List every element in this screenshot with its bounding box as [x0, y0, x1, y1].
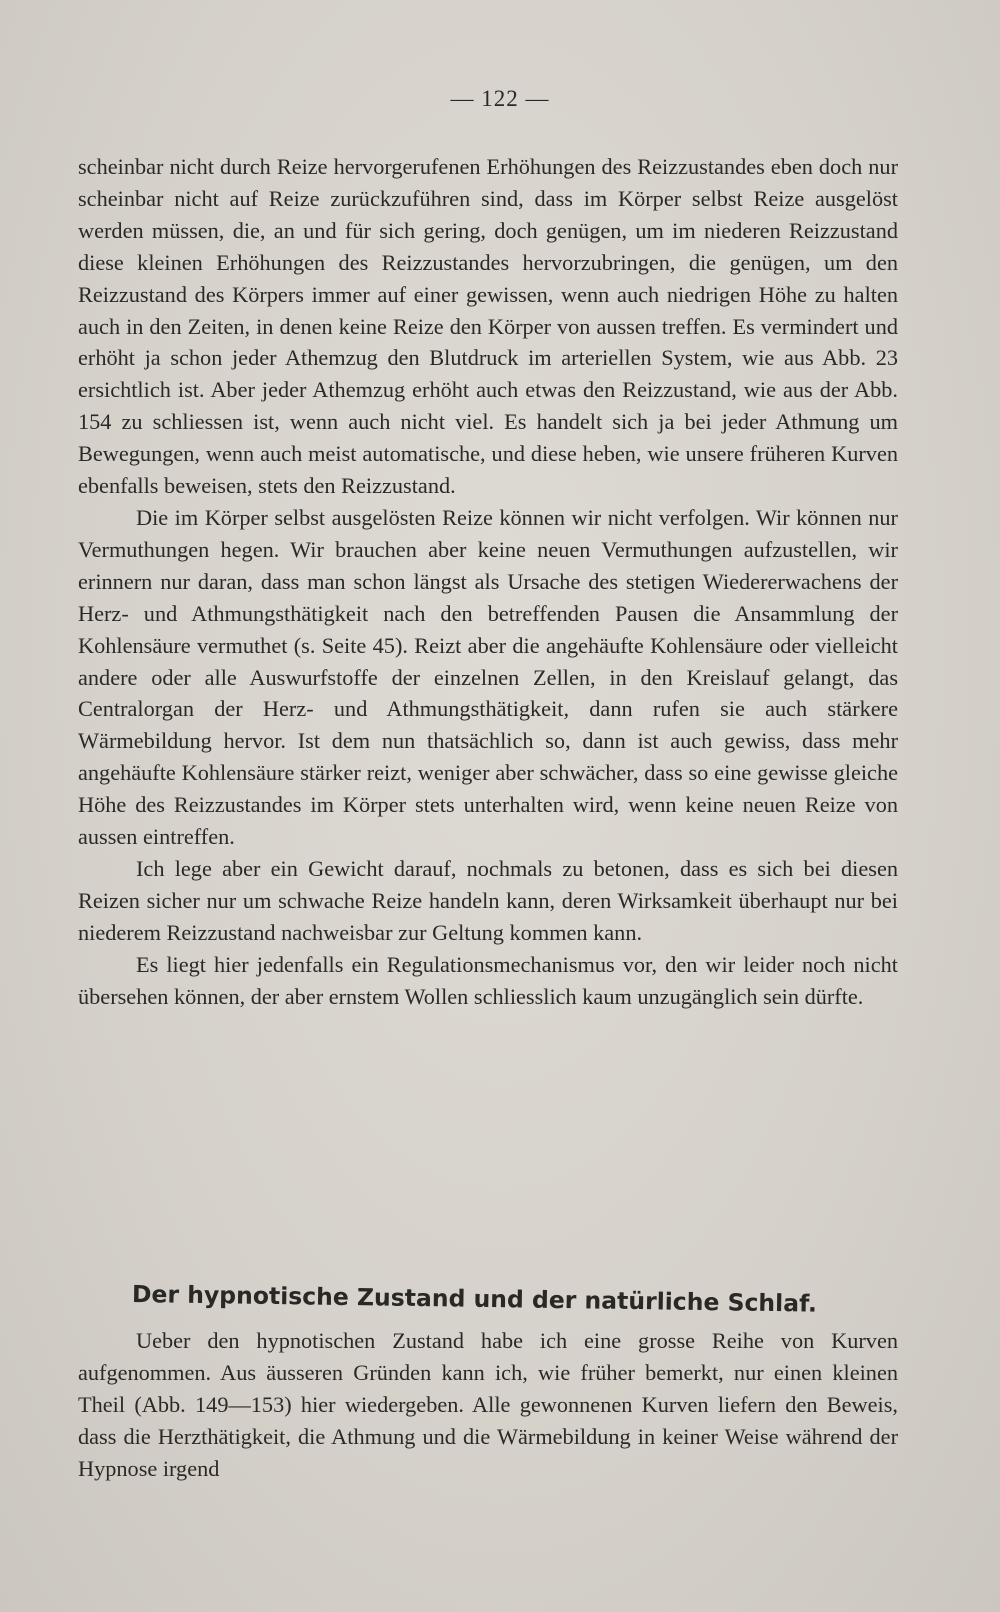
paragraph: Ueber den hypnotischen Zustand habe ich eine grosse Reihe von Kurven aufgenommen. Aus äusseren Gründen kann ich, wie früher bemerkt, nur einen kleinen Theil (Abb. 149—153) hier wiedergeben. Alle gewonnenen Kurven liefern den Beweis, dass die Herzthätigkeit, die Athmung und die Wärmebildung in keiner Weise während der Hypnose irgend	[78, 1328, 898, 1481]
section-body-text	[78, 1325, 898, 1485]
page-number: — 122 —	[450, 86, 550, 111]
section-heading: Der hypnotische Zustand und der natürliche Schlaf.	[131, 1280, 818, 1318]
body-text	[78, 151, 898, 1012]
paragraph: Die im Körper selbst ausgelösten Reize können wir nicht verfolgen. Wir können nur Vermuthungen hegen. Wir brauchen aber keine neuen Vermuthungen aufzustellen, wir erinnern nur daran, dass man schon längst als Ursache des stetigen Wiedererwachens der Herz- und Athmungsthätigkeit nach den betreffenden Pausen die Ansammlung der Kohlensäure vermuthet (s. Seite 45). Reizt aber die angehäufte Kohlensäure oder vielleicht andere oder alle Auswurfstoffe der einzelnen Zellen, in den Kreislauf gelangt, das Centralorgan der Herz- und Athmungsthätigkeit, dann rufen sie auch stärkere Wärmebildung hervor. Ist dem nun thatsächlich so, dann ist auch gewiss, dass mehr angehäufte Kohlensäure stärker reizt, weniger aber schwächer, dass so eine gewisse gleiche Höhe des Reizzustandes im Körper stets unterhalten wird, wenn keine neuen Reize von aussen eintreffen.	[78, 504, 898, 850]
paragraph-continuation: scheinbar nicht durch Reize hervorgerufenen Erhöhungen des Reizzustandes eben doch nur scheinbar nicht auf Reize zurückzuführen sind, dass im Körper selbst Reize ausgelöst werden müssen, die, an und für sich gering, doch genügen, um im niederen Reizzustand diese kleinen Erhöhungen des Reizzustandes hervorzubringen, die genügen, um den Reizzustand des Körpers immer auf einer gewissen, wenn auch niedrigen Höhe zu halten auch in den Zeiten, in denen keine Reize den Körper von aussen treffen. Es vermindert und erhöht ja schon jeder Athemzug den Blutdruck im arteriellen System, wie aus Abb. 23 ersichtlich ist. Aber jeder Athemzug erhöht auch etwas den Reizzustand, wie aus der Abb. 154 zu schliessen ist, wenn auch nicht viel. Es handelt sich ja bei jeder Athmung um Bewegungen, wenn auch meist automatische, und diese heben, wie unsere früheren Kurven ebenfalls beweisen, stets den Reizzustand.	[78, 154, 898, 499]
paragraph: Es liegt hier jedenfalls ein Regulationsmechanismus vor, den wir leider noch nicht übersehen können, der aber ernstem Wollen schliesslich kaum unzugänglich sein dürfte.	[78, 951, 898, 1009]
paragraph: Ich lege aber ein Gewicht darauf, nochmals zu betonen, dass es sich bei diesen Reizen sicher nur um schwache Reize handeln kann, deren Wirksamkeit überhaupt nur bei niederem Reizzustand nachweisbar zur Geltung kommen kann.	[78, 855, 898, 945]
